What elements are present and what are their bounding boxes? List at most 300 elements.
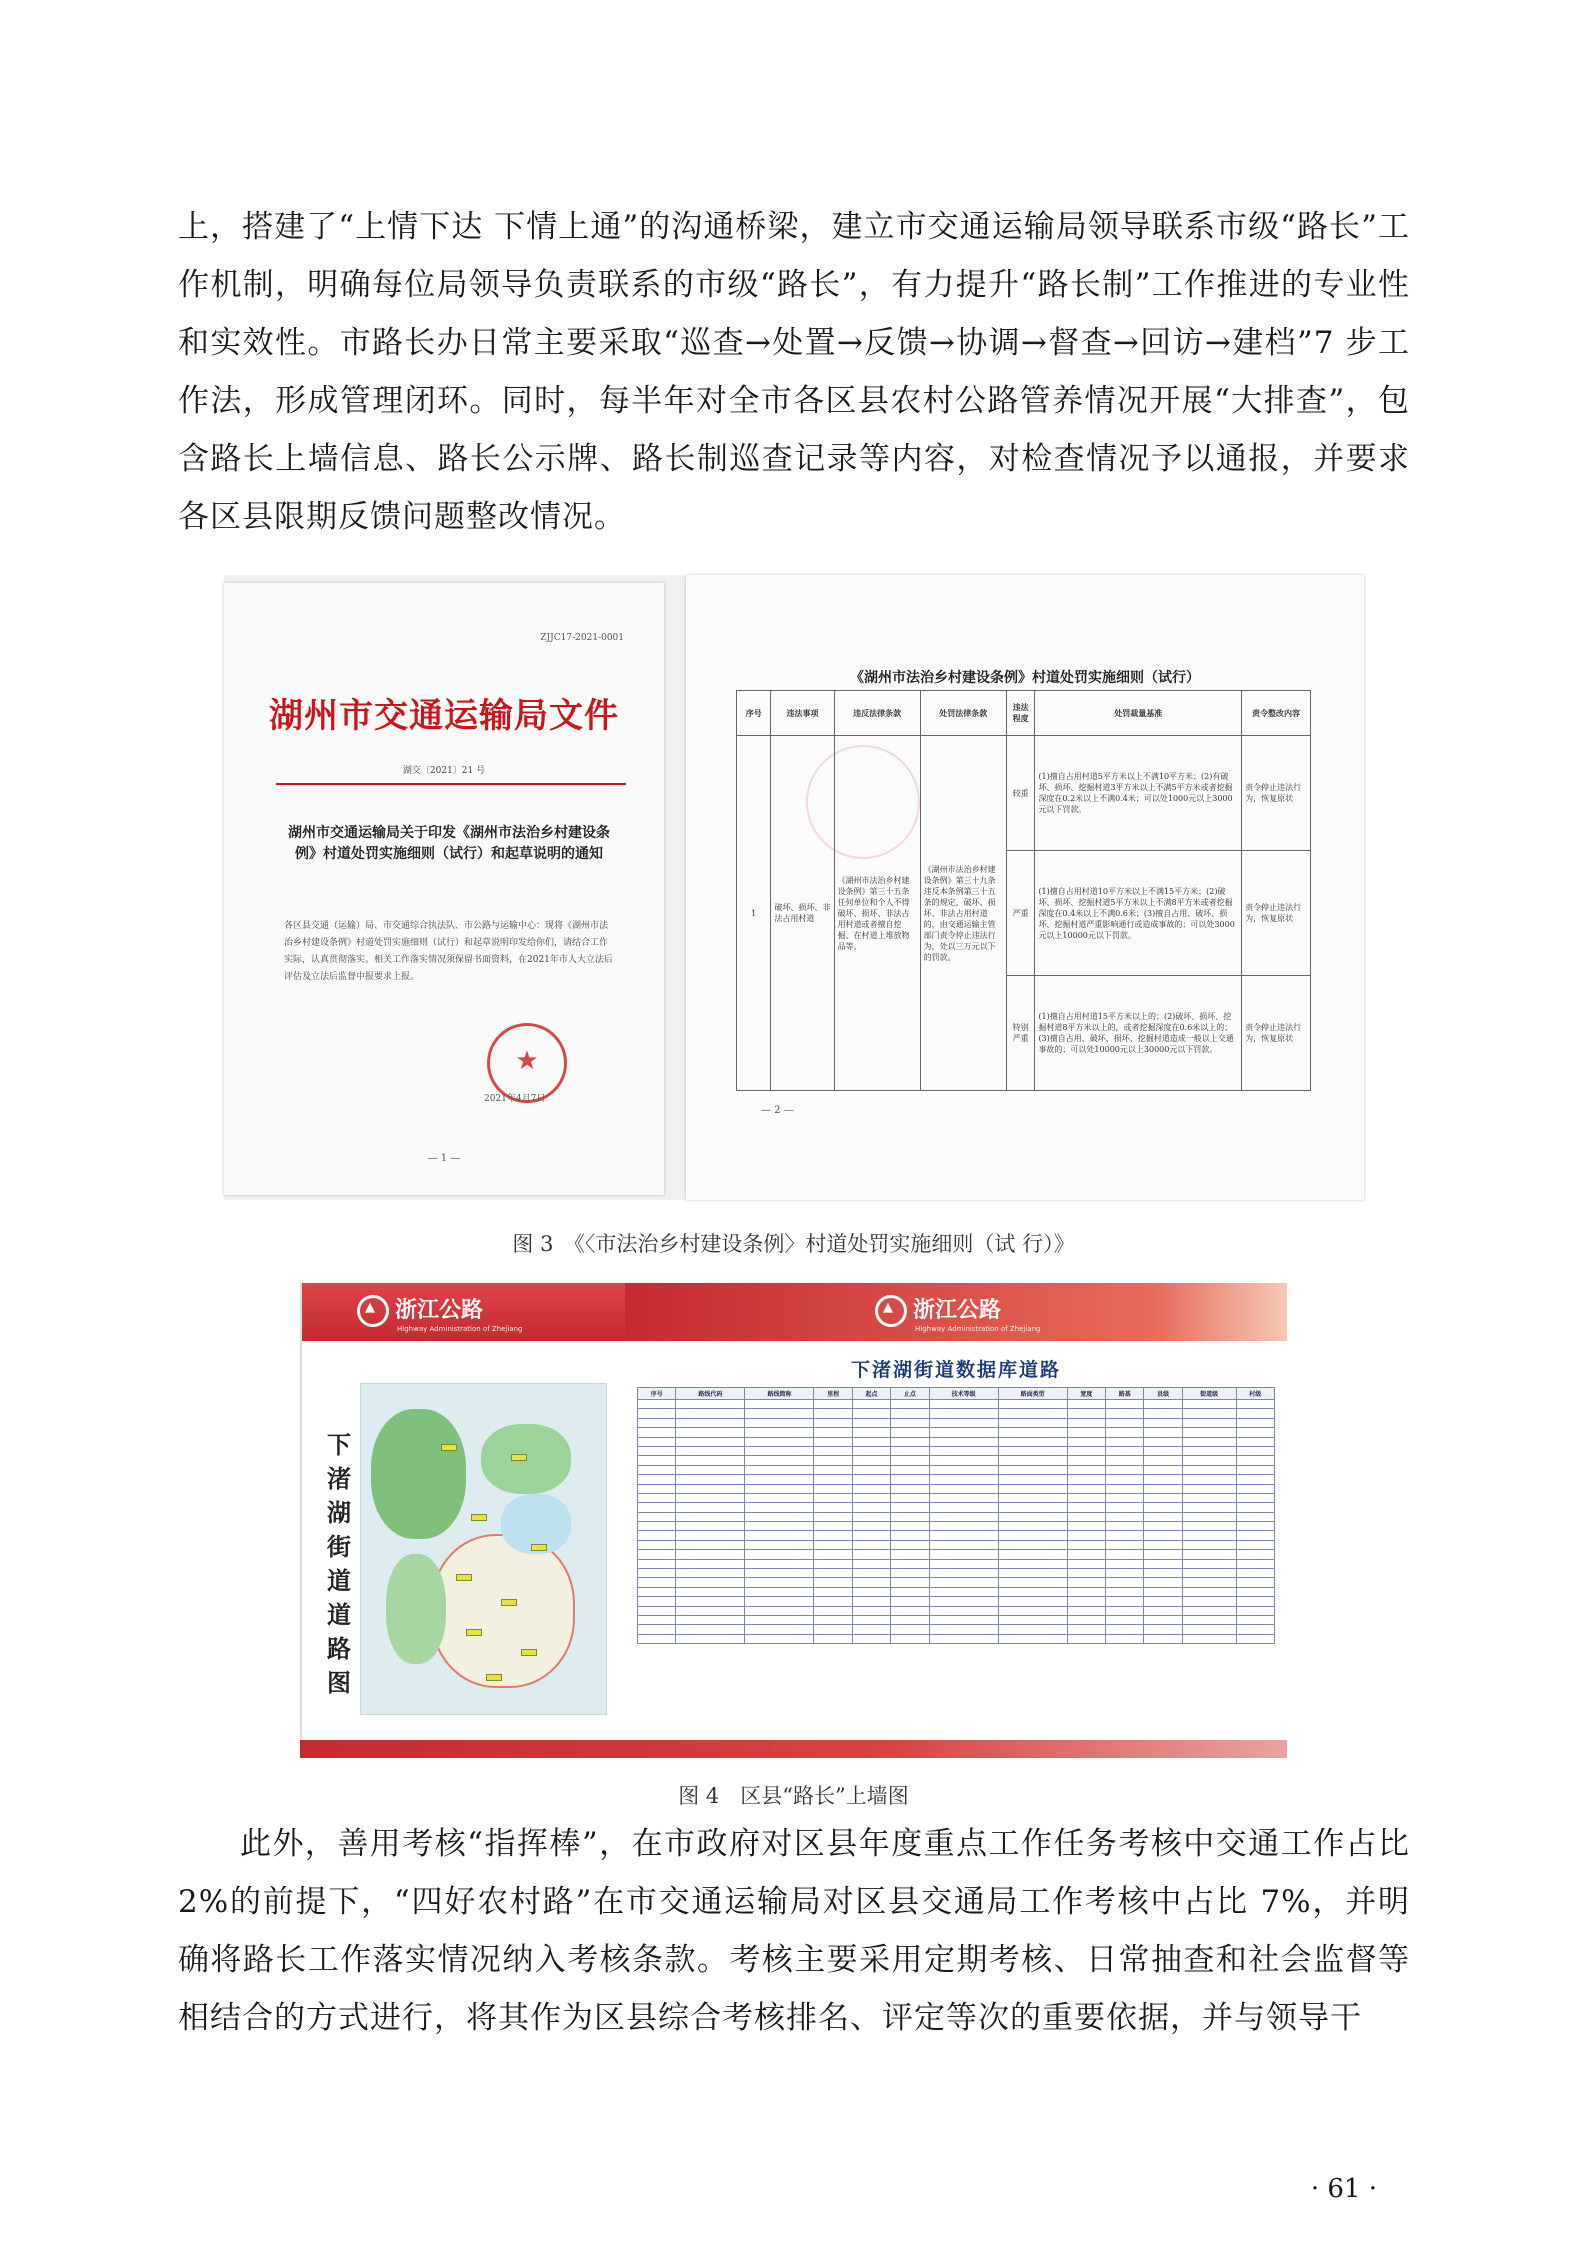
road-table-cell [929, 1446, 998, 1455]
road-table-cell [1144, 1493, 1182, 1502]
header-cell: 序号 [737, 691, 771, 736]
road-table-cell [852, 1456, 890, 1465]
road-table-cell [1144, 1446, 1182, 1455]
road-table-cell [852, 1540, 890, 1549]
road-table-cell [852, 1597, 890, 1606]
road-table-cell [745, 1493, 814, 1502]
road-table-row [638, 1615, 1275, 1624]
road-marker [501, 1599, 517, 1606]
road-table-cell [638, 1400, 676, 1409]
degree-cell: 严重 [1006, 851, 1035, 976]
road-table-cell [998, 1625, 1067, 1634]
road-table-row [638, 1550, 1275, 1559]
road-table-cell [814, 1503, 852, 1512]
road-table-cell [1106, 1615, 1144, 1624]
road-table-cell [1144, 1484, 1182, 1493]
road-table-cell [745, 1625, 814, 1634]
road-table-cell [676, 1531, 745, 1540]
road-table-cell [1106, 1587, 1144, 1596]
road-table-cell [745, 1400, 814, 1409]
road-table-cell [891, 1400, 929, 1409]
road-table-cell [1236, 1512, 1274, 1521]
road-table-cell [676, 1475, 745, 1484]
road-table-cell [814, 1578, 852, 1587]
road-table-cell [814, 1484, 852, 1493]
paragraph-text: 上，搭建了“上情下达 下情上通”的沟通桥梁，建立市交通运输局领导联系市级“路长”工作机制，明确每位局领导负责联系的市级“路长”，有力提升“路长制”工作推进的专业性和实效性。市路长办日常主要采取“巡查→处置→反馈→协调→督查→回访→建档”7 步工作法，形成管理闭环。同时，每半年对全市各区县农村公路管养情况开展“大排查”，包含路长上墙信息、路长公示牌、路长制巡查记录等内容，对检查情况予以通报，并要求各区县限期反馈问题整改情况。 [178, 209, 1410, 535]
road-table-cell [1144, 1634, 1182, 1643]
notice-body: 各区县交通（运输）局、市交通综合执法队、市公路与运输中心：现将《湖州市法治乡村建设条例》村道处罚实施细则（试行）和起草说明印发给你们，请结合工作实际，认真贯彻落实。相关工作落实情况须保留书面资料，在2021年市人大立法后评估及立法后监督中报要求上报。 [284, 921, 613, 982]
road-table-title: 下渚湖街道数据库道路 [850, 1359, 1061, 1381]
road-table-cell [852, 1625, 890, 1634]
road-table-cell [745, 1512, 814, 1521]
standard-cell: (1)擅自占用村道5平方米以上不满10平方米；(2)有破坏、损坏、挖掘村道3平方米以上不满5平方米或者挖掘深度在0.2米以上不满0.4米；可以处1000元以上3000元以下罚款。 [1035, 736, 1242, 851]
road-table-header: 路面类型 [998, 1388, 1067, 1400]
road-table-cell [676, 1503, 745, 1512]
road-table-cell [1182, 1550, 1236, 1559]
road-table-cell [1144, 1522, 1182, 1531]
road-table-cell [1067, 1606, 1105, 1615]
road-table-cell [1067, 1465, 1105, 1474]
road-table-cell [1144, 1606, 1182, 1615]
road-table-cell [998, 1456, 1067, 1465]
road-table-row [638, 1587, 1275, 1596]
road-table-cell [1236, 1531, 1274, 1540]
road-table-cell [891, 1597, 929, 1606]
notice-title: 湖州市交通运输局关于印发《湖州市法治乡村建设条例》村道处罚实施细则（试行）和起草说明的通知 [288, 825, 610, 862]
road-table-cell [1182, 1503, 1236, 1512]
road-table-cell [929, 1569, 998, 1578]
road-table-cell [1144, 1587, 1182, 1596]
road-table-cell [1106, 1446, 1144, 1455]
road-table-cell [1106, 1503, 1144, 1512]
road-table-cell [891, 1634, 929, 1643]
road-table-cell [1106, 1559, 1144, 1568]
road-table-cell [1236, 1400, 1274, 1409]
road-table-cell [814, 1409, 852, 1418]
road-table-cell [1067, 1446, 1105, 1455]
document-page-2 [686, 575, 1364, 1200]
road-table-cell [1144, 1428, 1182, 1437]
road-table-cell [929, 1634, 998, 1643]
road-table-cell [1067, 1503, 1105, 1512]
road-table-cell [1236, 1437, 1274, 1446]
road-table-cell [1144, 1625, 1182, 1634]
road-table-cell [1236, 1597, 1274, 1606]
road-table-cell [1106, 1418, 1144, 1427]
road-table-cell [676, 1493, 745, 1502]
road-table-cell [1067, 1634, 1105, 1643]
road-table-cell [891, 1550, 929, 1559]
road-table-cell [1182, 1484, 1236, 1493]
road-marker [486, 1674, 502, 1681]
road-table-cell [638, 1597, 676, 1606]
road-table-cell [852, 1512, 890, 1521]
road-table-cell [891, 1615, 929, 1624]
road-table-cell [676, 1428, 745, 1437]
road-table-cell [745, 1428, 814, 1437]
road-table-row [638, 1475, 1275, 1484]
road-table-cell [1067, 1578, 1105, 1587]
road-table-row [638, 1437, 1275, 1446]
road-table-cell [891, 1559, 929, 1568]
road-table-cell [676, 1634, 745, 1643]
header-cell: 违法事项 [771, 691, 834, 736]
violated-clause: 《湖州市法治乡村建设条例》第三十五条 任何单位和个人不得破坏、损坏、非法占用村道或者擅自挖掘、在村道上堆放物品等。 [834, 736, 920, 1091]
road-table-cell [998, 1409, 1067, 1418]
road-table-row [638, 1409, 1275, 1418]
road-table-cell [1236, 1418, 1274, 1427]
road-table-cell [929, 1550, 998, 1559]
road-table-cell [998, 1503, 1067, 1512]
road-table-cell [1106, 1493, 1144, 1502]
road-table-row [638, 1493, 1275, 1502]
road-table-cell [1236, 1428, 1274, 1437]
road-table-cell [891, 1493, 929, 1502]
road-table-cell [638, 1437, 676, 1446]
road-table-cell [929, 1475, 998, 1484]
road-table-cell [929, 1522, 998, 1531]
road-table-cell [638, 1531, 676, 1540]
road-table-cell [852, 1559, 890, 1568]
road-table-cell [1236, 1475, 1274, 1484]
road-table-cell [929, 1540, 998, 1549]
road-table-cell [929, 1615, 998, 1624]
road-table-cell [1067, 1625, 1105, 1634]
road-table-cell [1182, 1512, 1236, 1521]
road-table-cell [1236, 1493, 1274, 1502]
road-table-cell [676, 1597, 745, 1606]
road-table-cell [676, 1587, 745, 1596]
road-table-cell [1236, 1503, 1274, 1512]
header-cell: 违法程度 [1006, 691, 1035, 736]
road-table-cell [998, 1484, 1067, 1493]
road-table-cell [638, 1522, 676, 1531]
road-table-cell [929, 1400, 998, 1409]
road-table-cell [852, 1606, 890, 1615]
road-table-cell [929, 1559, 998, 1568]
penalty-clause: 《湖州市法治乡村建设条例》第三十九条 违反本条例第三十五条的规定，破坏、损坏、非法占用村道的，由交通运输主管部门责令停止违法行为，处以三万元以下的罚款。 [920, 736, 1006, 1091]
road-table-cell [852, 1615, 890, 1624]
road-table-row [638, 1634, 1275, 1643]
figure-3-caption: 图 3 《〈市法治乡村建设条例〉村道处罚实施细则（试 行）》 [512, 1232, 1075, 1256]
road-table-cell [1106, 1475, 1144, 1484]
road-table-cell [1067, 1615, 1105, 1624]
bottom-stripe [300, 1740, 1287, 1758]
document-page-number: — 2 — [761, 1105, 794, 1116]
road-table-cell [745, 1484, 814, 1493]
road-table-cell [1106, 1597, 1144, 1606]
road-table-cell [1106, 1531, 1144, 1540]
road-table-cell [1182, 1615, 1236, 1624]
road-table-cell [638, 1428, 676, 1437]
road-marker [441, 1444, 457, 1451]
road-table-cell [1236, 1446, 1274, 1455]
road-table-cell [891, 1606, 929, 1615]
road-table-cell [745, 1531, 814, 1540]
road-table-cell [638, 1587, 676, 1596]
road-table-cell [1182, 1446, 1236, 1455]
road-table-cell [1144, 1597, 1182, 1606]
road-table-cell [998, 1578, 1067, 1587]
road-table-cell [891, 1578, 929, 1587]
road-table-cell [1067, 1484, 1105, 1493]
road-table-cell [1182, 1493, 1236, 1502]
road-table-cell [814, 1550, 852, 1559]
road-table-cell [1182, 1428, 1236, 1437]
road-table-row [638, 1465, 1275, 1474]
road-table-cell [1067, 1569, 1105, 1578]
road-table-cell [929, 1465, 998, 1474]
road-table-cell [1236, 1456, 1274, 1465]
road-table-cell [998, 1400, 1067, 1409]
road-table-cell [1106, 1456, 1144, 1465]
road-table-cell [745, 1569, 814, 1578]
road-marker [466, 1629, 482, 1636]
road-table-cell [1067, 1531, 1105, 1540]
road-table-cell [998, 1540, 1067, 1549]
road-table-cell [1236, 1615, 1274, 1624]
road-table-cell [1144, 1550, 1182, 1559]
road-table-cell [638, 1484, 676, 1493]
road-table-cell [998, 1493, 1067, 1502]
paragraph-text: 此外，善用考核“指挥棒”，在市政府对区县年度重点工作任务考核中交通工作占比 2%的前提下，“四好农村路”在市交通运输局对区县交通局工作考核中占比 7%，并明确将路长工作落实情况纳入考核条款。考核主要采用定期考核、日常抽查和社会监督等相结合的方式进行，将其作为区县综合考核排名、评定等次的重要依据，并与领导干 [178, 1826, 1410, 2036]
map-title-vertical: 下渚湖街道道路图 [327, 1430, 351, 1697]
action-cell: 责令停止违法行为，恢复原状 [1242, 736, 1311, 851]
road-table-cell [745, 1437, 814, 1446]
road-table-cell [998, 1446, 1067, 1455]
road-table-cell [814, 1615, 852, 1624]
road-table-header: 村级 [1236, 1388, 1274, 1400]
road-table-cell [1182, 1456, 1236, 1465]
road-table-cell [1106, 1437, 1144, 1446]
road-table-cell [1144, 1437, 1182, 1446]
road-table-cell [1106, 1522, 1144, 1531]
road-table-row [638, 1569, 1275, 1578]
road-table-cell [929, 1484, 998, 1493]
action-cell: 责令停止违法行为，恢复原状 [1242, 976, 1311, 1091]
road-table-cell [1106, 1625, 1144, 1634]
road-table-cell [814, 1493, 852, 1502]
road-table-cell [814, 1428, 852, 1437]
map-region [386, 1554, 446, 1664]
road-table-cell [676, 1418, 745, 1427]
road-table-cell [852, 1550, 890, 1559]
road-table-cell [814, 1512, 852, 1521]
road-table-cell [745, 1446, 814, 1455]
road-table-cell [814, 1456, 852, 1465]
road-table-cell [1144, 1512, 1182, 1521]
road-table-cell [998, 1634, 1067, 1643]
highway-emblem-icon [357, 1295, 389, 1327]
road-table-cell [1144, 1400, 1182, 1409]
road-table-cell [1182, 1634, 1236, 1643]
road-table-cell [1106, 1606, 1144, 1615]
road-table-header: 里程 [814, 1388, 852, 1400]
road-table-cell [1182, 1400, 1236, 1409]
row-number: 1 [737, 736, 771, 1091]
road-table-cell [929, 1437, 998, 1446]
road-marker [511, 1454, 527, 1461]
road-table-cell [676, 1400, 745, 1409]
notice-date: 2021年4月7日 [484, 1094, 546, 1104]
road-table-cell [929, 1531, 998, 1540]
rules-table-title: 《湖州市法治乡村建设条例》村道处罚实施细则（试行） [850, 670, 1200, 686]
road-marker [521, 1649, 537, 1656]
road-table-cell [1144, 1559, 1182, 1568]
road-table-cell [638, 1569, 676, 1578]
road-table-cell [852, 1437, 890, 1446]
road-table-cell [852, 1493, 890, 1502]
road-table-cell [1067, 1540, 1105, 1549]
document-red-title: 湖州市交通运输局文件 [269, 696, 619, 736]
road-table-cell [814, 1540, 852, 1549]
road-table-cell [1106, 1512, 1144, 1521]
road-table-cell [638, 1540, 676, 1549]
road-table-cell [745, 1540, 814, 1549]
document-number: 湖交〔2021〕21 号 [402, 766, 486, 776]
road-table-cell [998, 1531, 1067, 1540]
road-table-cell [998, 1437, 1067, 1446]
road-table-cell [1067, 1418, 1105, 1427]
road-table-cell [676, 1446, 745, 1455]
road-table-cell [745, 1587, 814, 1596]
road-table-cell [998, 1615, 1067, 1624]
road-table-cell [998, 1475, 1067, 1484]
road-table-cell [638, 1625, 676, 1634]
road-table-cell [638, 1615, 676, 1624]
road-table-row [638, 1578, 1275, 1587]
road-table-cell [676, 1540, 745, 1549]
header-cell: 违反法律条款 [834, 691, 920, 736]
road-table-cell [891, 1625, 929, 1634]
road-table-cell [998, 1559, 1067, 1568]
map-region [431, 1534, 575, 1688]
road-table-cell [638, 1559, 676, 1568]
road-table-cell [676, 1606, 745, 1615]
road-table-cell [998, 1522, 1067, 1531]
road-table-cell [745, 1503, 814, 1512]
road-table-cell [814, 1522, 852, 1531]
road-table-cell [891, 1428, 929, 1437]
road-table-row [638, 1531, 1275, 1540]
degree-cell: 较重 [1006, 736, 1035, 851]
road-table-row [638, 1446, 1275, 1455]
road-table-cell [891, 1437, 929, 1446]
road-table-cell [852, 1522, 890, 1531]
road-table-cell [1067, 1512, 1105, 1521]
road-table-row [638, 1428, 1275, 1437]
road-table-cell [852, 1587, 890, 1596]
road-table-cell [852, 1475, 890, 1484]
road-table-cell [745, 1606, 814, 1615]
road-table-cell [676, 1456, 745, 1465]
road-table-cell [1236, 1465, 1274, 1474]
road-table-cell [676, 1559, 745, 1568]
road-table-row [638, 1418, 1275, 1427]
road-table-cell [929, 1493, 998, 1502]
road-table-cell [1067, 1550, 1105, 1559]
road-map [360, 1383, 607, 1715]
road-table-cell [745, 1634, 814, 1643]
road-table-cell [638, 1634, 676, 1643]
road-table-cell [891, 1512, 929, 1521]
road-table-cell [676, 1578, 745, 1587]
road-table-cell [998, 1606, 1067, 1615]
road-table-cell [1144, 1578, 1182, 1587]
road-table-cell [1067, 1493, 1105, 1502]
road-table-cell [638, 1493, 676, 1502]
road-table-cell [814, 1625, 852, 1634]
road-table-cell [1182, 1540, 1236, 1549]
road-table-row [638, 1512, 1275, 1521]
road-table-cell [891, 1587, 929, 1596]
road-table-cell [1236, 1625, 1274, 1634]
road-table-cell [1067, 1522, 1105, 1531]
road-table-cell [998, 1418, 1067, 1427]
road-table-cell [929, 1418, 998, 1427]
road-table-row [638, 1400, 1275, 1409]
document-code: ZJJC17-2021-0001 [540, 633, 624, 643]
map-board [300, 1283, 627, 1758]
road-table-cell [929, 1606, 998, 1615]
road-table-cell [929, 1625, 998, 1634]
road-table-cell [1106, 1634, 1144, 1643]
action-cell: 责令停止违法行为，恢复原状 [1242, 851, 1311, 976]
road-table-cell [929, 1409, 998, 1418]
road-marker [471, 1514, 487, 1521]
road-table-cell [814, 1437, 852, 1446]
road-table-header: 止点 [891, 1388, 929, 1400]
road-table-cell [1144, 1569, 1182, 1578]
road-table-cell [1144, 1465, 1182, 1474]
road-table-cell [1106, 1465, 1144, 1474]
road-table-cell [1182, 1559, 1236, 1568]
road-table-cell [814, 1587, 852, 1596]
road-table-cell [1067, 1559, 1105, 1568]
road-table-cell [1106, 1540, 1144, 1549]
degree-cell: 特别严重 [1006, 976, 1035, 1091]
road-table-cell [1236, 1569, 1274, 1578]
map-region [371, 1409, 466, 1539]
road-table-header: 宽度 [1067, 1388, 1105, 1400]
road-table-cell [745, 1465, 814, 1474]
road-table-cell [998, 1465, 1067, 1474]
road-table-cell [852, 1578, 890, 1587]
road-table-cell [1067, 1587, 1105, 1596]
road-table-cell [1106, 1409, 1144, 1418]
road-table-row [638, 1559, 1275, 1568]
road-table-cell [891, 1503, 929, 1512]
road-table-cell [891, 1456, 929, 1465]
road-table-cell [852, 1418, 890, 1427]
road-table-cell [1106, 1578, 1144, 1587]
road-table-cell [891, 1522, 929, 1531]
road-table-cell [1182, 1531, 1236, 1540]
road-table-cell [814, 1418, 852, 1427]
road-table-cell [891, 1446, 929, 1455]
road-table-cell [638, 1512, 676, 1521]
road-table-cell [676, 1615, 745, 1624]
road-table-row [638, 1540, 1275, 1549]
road-table-cell [852, 1409, 890, 1418]
road-table-cell [1067, 1456, 1105, 1465]
road-table-cell [1236, 1587, 1274, 1596]
road-table-row [638, 1625, 1275, 1634]
road-table-cell [676, 1465, 745, 1474]
road-table-cell [1067, 1428, 1105, 1437]
penalty-rules-table [736, 690, 1311, 1091]
road-table-cell [1144, 1503, 1182, 1512]
